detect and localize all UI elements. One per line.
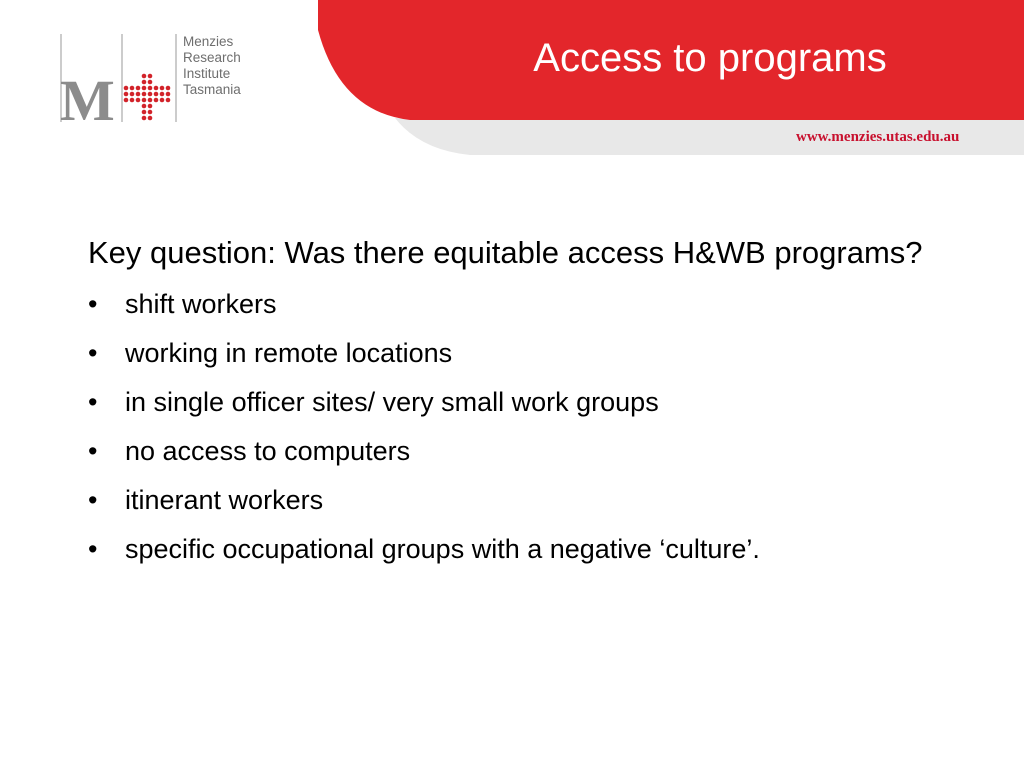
bullet-icon: • [88,534,98,564]
menzies-logo [58,34,278,133]
logo-line: Menzies [183,34,234,49]
bullet-item [88,329,948,378]
key-question: Key question: Was there equitable access H&WB programs? [88,235,923,270]
logo-line: Research [183,50,241,65]
bullet-item [88,525,948,574]
logo-wordmark [183,34,241,98]
bullet-list [88,280,948,574]
bullet-icon: • [88,289,98,319]
bullet-icon: • [88,485,98,515]
bullet-icon: • [88,436,98,466]
bullet-icon: • [88,387,98,417]
slide-body [88,232,948,574]
slide-title: Access to programs [533,36,887,80]
bullet-text: no access to computers [125,436,411,466]
bullet-text: itinerant workers [125,485,324,515]
bullet-text: in single officer sites/ very small work groups [125,387,659,417]
bullet-icon: • [88,338,98,368]
bullet-item [88,378,948,427]
bullet-text: specific occupational groups with a negative ‘culture’. [125,534,760,564]
red-cross-dots-icon [124,74,171,121]
bullet-text: working in remote locations [125,338,453,368]
bullet-text: shift workers [125,289,277,319]
website-url: www.menzies.utas.edu.au [796,129,960,145]
logo-line: Tasmania [183,82,241,97]
bullet-item [88,280,948,329]
logo-line: Institute [183,66,231,81]
logo-m-letter: M [60,68,114,133]
bullet-item [88,476,948,525]
bullet-item [88,427,948,476]
